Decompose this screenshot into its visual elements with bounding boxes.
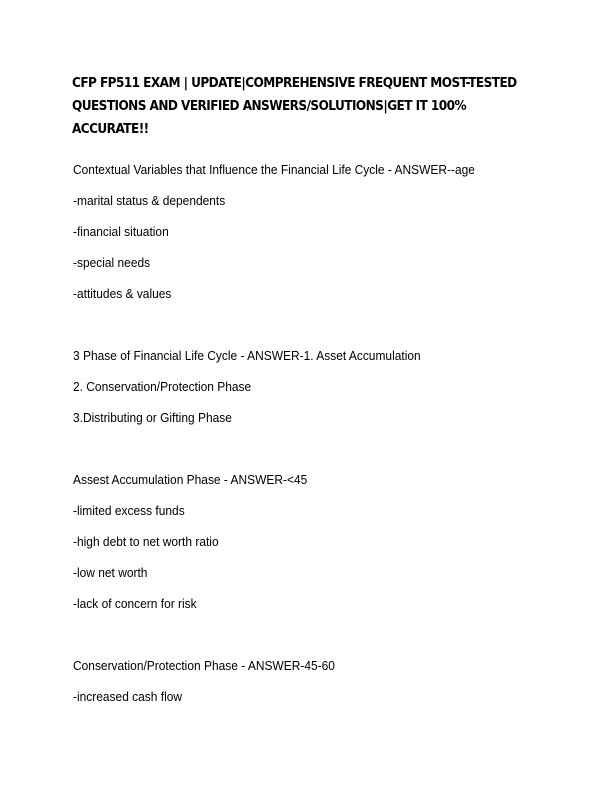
text-line: Contextual Variables that Influence the Financial Life Cycle - ANSWER--age: [73, 162, 475, 177]
text-line: 3 Phase of Financial Life Cycle - ANSWER-1. Asset Accumulation: [73, 348, 421, 363]
text-line: -limited excess funds: [73, 503, 185, 518]
text-line: Assest Accumulation Phase - ANSWER-<45: [73, 472, 308, 487]
text-line: 2. Conservation/Protection Phase: [73, 379, 252, 394]
text-line: -marital status & dependents: [73, 193, 226, 208]
text-line: -financial situation: [73, 224, 169, 239]
text-line: -increased cash flow: [73, 689, 183, 704]
document-title: CFP FP511 EXAM | UPDATE|COMPREHENSIVE FREQUENT MOST-TESTED QUESTIONS AND VERIFIED ANSWERS/SOLUTIONS|GET IT 100% ACCURATE!!: [72, 76, 517, 137]
text-line: -lack of concern for risk: [73, 596, 197, 611]
text-line: -high debt to net worth ratio: [73, 534, 219, 549]
text-line: Conservation/Protection Phase - ANSWER-45-60: [73, 658, 335, 673]
text-line: -low net worth: [73, 565, 148, 580]
text-line: 3.Distributing or Gifting Phase: [73, 410, 232, 425]
text-line: -special needs: [73, 255, 151, 270]
text-line: -attitudes & values: [73, 286, 172, 301]
